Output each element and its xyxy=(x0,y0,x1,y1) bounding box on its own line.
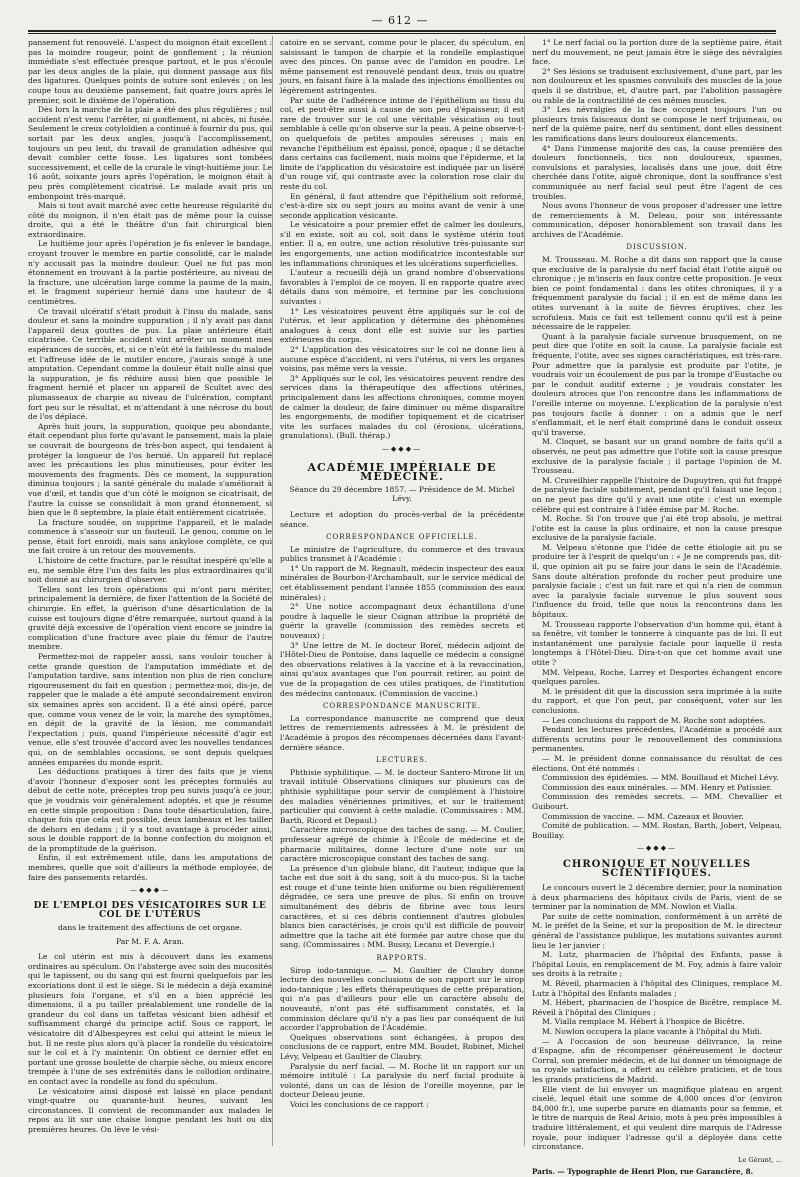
correspondance-officielle xyxy=(280,545,524,699)
paragraph: Les déductions pratiques à tirer des faits que je viens d'avoir l'honneur d'exposer sont les préceptes formulés au début de cette note, préceptes trop peu suivis jusqu'à ce jour, que je voudrais voir généralement adoptés, et que je résume en cette simple proposition : Dans toute désarticulation, faire, chaque fois que cela est possible, deux lambeaux et les tailler de dehors en dedans ; il y a tout avantage à procéder ainsi, sous le double rapport de la bonne confection du moignon et de la promptitude de la guérison. xyxy=(28,767,272,853)
paragraph: Caractère microscopique des taches de sang. — M. Coulier, professeur agrégé de chimie à l'École de médecine et de pharmacie militaires, donne lecture d'une note sur un caractère microscopique constant des taches de sang. xyxy=(280,825,524,864)
paragraph: 3° Une lettre de M. le docteur Boreï, médecin adjoint de l'Hôtel-Dieu de Pontoise, dans laquelle ce médecin a consigné des observations relatives à la vaccine et à la revaccination, ainsi qu'aux avantages que l'on pourrait retirer, au point de vue de la propagation de ces utiles pratiques, de l'institution des médecins cantonaux. (Commission de vaccine.) xyxy=(280,640,524,698)
col3-body xyxy=(532,38,782,239)
paragraph: Le concours ouvert le 2 décembre dernier, pour la nomination à deux pharmaciens des hôpitaux civils de Paris, vient de se terminer par la nomination de MM. Nowlon et Vialla. xyxy=(532,883,782,912)
paragraph: Le col utérin est mis à découvert dans les examens ordinaires au spéculum. On l'absterge avec soin des mucosités qui le tapissent, ou du sang qui est fourni quelquefois par les excoriations dont il est le siège. Si le médecin a déjà examiné plusieurs fois l'organe, et s'il en a bien apprécié les dimensions, il a pu tailler préalablement une rondelle de la grandeur du col dans un taffetas vésicant bien adhésif et suffisamment chargé du principe actif. Sous ce rapport, le vésicatoire dit d'Albespeyres est celui qui atteint le mieux le but. Il ne reste plus alors qu'à placer la rondelle du vésicatoire sur le col et à l'y maintenir. On obtient ce dernier effet en portant une grosse boulette de charpie sèche, ou mieux encore trempée à l'une de ses extrémités dans le collodion ordinaire, en contact avec la rondelle au fond du spéculum. xyxy=(28,952,272,1086)
paragraph: Voici les conclusions de ce rapport : xyxy=(290,1099,429,1109)
paragraph: Lecture et adoption du procès-verbal de la précédente séance. xyxy=(280,509,524,529)
signature: Le Gérant, ... xyxy=(737,1155,782,1164)
academy-title: ACADÉMIE IMPÉRIALE DE MÉDECINE. xyxy=(307,460,497,484)
paragraph: 4° Dans l'immense majorité des cas, la cause première des douleurs fonctionnels, tics non douloureux, spasmes, convulsions et paralysies, localisés dans une joue, doit être cherchée dans l'otite, aiguë chronique, dont la souffrance s'est communiquée au nerf facial seul peut être l'agent de ces troubles. xyxy=(532,143,782,201)
section-heading: CORRESPONDANCE MANUSCRITE. xyxy=(322,702,482,711)
paragraph: M. Nowlon occupera la place vacante à l'hôpital du Midi. xyxy=(542,1026,763,1036)
paragraph: MM. Velpeau, Roche, Larrey et Desportes échangent encore quelques paroles. xyxy=(532,667,782,687)
paragraph: — Les conclusions du rapport de M. Roche sont adoptées. xyxy=(542,715,766,725)
paragraph: M. Lutz, pharmacien de l'hôpital des Enfants, passe à l'hôpital Louis, en remplacement de M. Foy, admis à faire valoir ses droits à la retraite ; xyxy=(532,950,782,979)
column-2 xyxy=(280,38,524,1146)
col1-body xyxy=(28,38,272,882)
paragraph: Le huitième jour après l'opération je fis enlever le bandage, croyant trouver le membre en partie consolidé, car le malade n'y accusait pas la moindre douleur. Quel ne fut pas mon étonnement en trouvant à la partie postérieure, au niveau de la fracture, une ulcération large comme la paume de la main, et le fragment supérieur hernié dans une hauteur de 4 centimètres. xyxy=(28,239,272,307)
column-1 xyxy=(28,38,272,1146)
col2-body xyxy=(280,38,524,441)
paragraph: catoire en se servant, comme pour le placer, du spéculum, en saisissant le tampon de charpie et la rondelle emplastique avec des pinces. On panse avec de l'amidon en poudre. Le même pansement est renouvelé pendant deux, trois ou quatre jours, en faisant faire à la malade des injections émollientes ou légèrement astringentes. xyxy=(280,38,524,95)
paragraph: Ce travail ulcératif s'était produit à l'insu du malade, sans douleur et sans la moindre suppuration ; il n'y avait pas dans l'appareil deux gouttes de pus. La plaie antérieure était cicatrisée. Ce terrible accident vint arrêter un moment mes espérances de succès, et, si ce n'eût été la faiblesse du malade et l'affreuse idée de le mutiler encore, j'aurais songé à une amputation. Cependant comme la douleur était nulle ainsi que la suppuration, je fis réduire aussi bien que possible le fragment hernié et placer un appareil de Scultet avec des plumasseaux de charpie au niveau de l'ulcération, comptant fort peu sur le résultat, et m'attendant à une nécrose du bout de l'os déplacé. xyxy=(28,306,272,422)
paragraph: Le ministre de l'agriculture, du commerce et des travaux publics transmet à l'Académie : xyxy=(280,544,524,564)
paragraph: M. Réveil, pharmacien à l'hôpital des Cliniques, remplace M. Lutz à l'hôpital des Enfants malades ; xyxy=(532,979,782,998)
paragraph: Commission des remèdes secrets. — MM. Chevallier et Guibourt. xyxy=(532,792,782,811)
column-divider xyxy=(272,36,273,1146)
paragraph: 2° Une notice accompagnant deux échantillons d'une poudre à laquelle le sieur Csignan attribue la propriété de guérir la gravelle (commission des remèdes secrets et nouveaux) ; xyxy=(280,602,524,641)
paragraph: Par suite de l'adhérence intime de l'épithélium au tissu du col, et peut-être aussi à cause de son peu d'épaisseur, il est rare de trouver sur le col une véritable vésication ou tout semblable à celle qu'on observe sur la peau. A peine observe-t-on quelquefois de petites ampoules séreuses ; mais en revanche l'épithélium est épaissi, poncé, opaque ; il se détache dans certains cas facilement, mais moins que l'épiderme, et la limite de l'application du vésicatoire est indiquée par un liséré d'un rouge vif, qui contraste avec la coloration rose clair du reste du col. xyxy=(280,95,524,191)
chronique-title: CHRONIQUE ET NOUVELLES SCIENTIFIQUES. xyxy=(562,858,752,880)
paragraph: L'histoire de cette fracture, par le résultat inespéré qu'elle a eu, me semble être l'un des faits les plus extraordinaires qu'il soit donné au chirurgien d'observer. xyxy=(28,556,272,585)
paragraph: — M. le président donne connaissance du résultat de ces élections. Ont été nommés : xyxy=(532,753,782,773)
paragraph: Quant à la paralysie faciale survenue brusquement, on ne peut dire que l'otite en soit la cause. La paralysie faciale est fréquente, l'otite, avec ses signes caractéristiques, est très-rare. Pour admettre que la paralysie est produite par l'otite, je voudrais voir un écoulement de pus par la trompe d'Eustache ou par le conduit auditif externe ; je voudrais constater les douleurs atroces que l'on rencontre dans les inflammations de l'oreille interne ou moyenne. L'explication de la paralysie n'est pas toujours facile à donner : on a admis que le nerf s'enflammait, et le nerf était comprimé dans le conduit osseux qu'il traverse. xyxy=(532,331,782,437)
paragraph: 1° Un rapport de M. Regnault, médecin inspecteur des eaux minérales de Bourbon-l'Archambault, sur le service médical de cet établissement pendant l'année 1855 (commission des eaux minérales) ; xyxy=(280,563,524,602)
paragraph: Permettez-moi de rappeler aussi, sans vouloir toucher à cette grande question de l'amputation immédiate et de l'amputation tardive, sans intention non plus de rien conclure rigoureusement du fait en question ; permettez-moi, dis-je, de rappeler que le malade a été amputé secondairement environ six semaines après son accident. Il a été ainsi opéré, parce que, comme vous venez de le voir, la marche des symptômes, en dépit de la gravité de la lésion, me commandait l'expectation ; puis, quand l'impérieuse nécessité d'agir est venue, elle s'est trouvée d'accord avec les nouvelles tendances qui, on de semblables occasions, se sont depuis quelques années emparées du monde esprit. xyxy=(28,652,272,767)
separator-ornament: —◆◆◆— xyxy=(636,844,678,853)
paragraph: Elle vient de lui envoyer un magnifique plateau en argent ciselé, lequel était une somme de 4,000 onces d'or (environ 84,000 fr.), une superbe parure en diamants pour sa femme, et le titre de marquis de Real Arisio, mots à peu près impossibles à traduire littéralement, et qui veulent dire marquis de l'Adresse royale, pour indiquer l'adresse qu'il a déployée dans cette circonstance. xyxy=(532,1084,782,1152)
imprint: Paris. — Typographie de Henri Plon, rue Garancière, 8. xyxy=(532,1167,754,1177)
paragraph: — A l'occasion de son heureuse délivrance, la reine d'Espagne, afin de récompenser généreusement le docteur Corral, son premier médecin, et de lui donner un témoignage de sa royale satisfaction, a offert au célèbre praticien, et de tous les grands praticiens de Madrid. xyxy=(532,1036,782,1084)
paragraph: pansement fut renouvelé. L'aspect du moignon était excellent : pas la moindre rougeur, point de gonflement ; la réunion immédiate s'est effectuée presque partout, et le pus s'écoule par les deux angles de la plaie, qui donnent passage aux fils des ligatures. Quelques points de suture sont enlevés ; on les coupe tous au deuxième pansement, fait quatre jours après le premier, soit le dixième de l'opération. xyxy=(28,38,272,105)
paragraph: Par suite de cette nomination, conformément à un arrêté de M. le préfet de la Seine, et sur la proposition de M. le directeur général de l'assistance publique, les mutations suivantes auront lieu le 1er janvier : xyxy=(532,911,782,950)
paragraph: Le vésicatoire a pour premier effet de calmer les douleurs, s'il en existe, soit au col, soit dans le système utérin tout entier. Il a, en outre, une action résolutive très-puissante sur les engorgements, une action modificatrice incontestable sur les inflammations chroniques et les ulcérations superficielles. xyxy=(280,220,524,268)
page-number: — 612 — xyxy=(371,14,429,27)
paragraph: M. le président dit que la discussion sera imprimée à la suite du rapport, et que l'on peut, par conséquent, voter sur les conclusions. xyxy=(532,686,782,715)
paragraph: Quelques observations sont échangées, à propos des conclusions de ce rapport, entre MM. Boudet, Robinet, Michel Lévy, Velpeau et Gaultier de Claubry. xyxy=(280,1032,524,1061)
article-subtitle: dans le traitement des affections de cet organe. xyxy=(57,923,243,933)
paragraph: Enfin, il est extrêmement utile, dans les amputations de membres, quelle que soit d'ailleurs la méthode employée, de faire des pansements retardés. xyxy=(28,853,272,882)
paragraph: Après huit jours, la suppuration, quoique peu abondante, était cependant plus forte qu'avant le pansement, mais la plaie se couvrait de bourgeons de très-bon aspect, qui tendaient à protéger la longueur de l'os hernié. Un appareil fut replacé avec les précautions les plus minutieuses, pour éviter les mouvements des fragments. Dès ce moment, la suppuration diminua toujours ; la santé générale du malade s'améliorait à vue d'œil, et tandis que d'un côté le moignon se cicatrisait, de l'autre la cuisse se consolidait à mon grand étonnement, si bien que le 8 septembre, la plaie était entièrement cicatrisée. xyxy=(28,421,272,518)
paragraph: Commission des eaux minérales. — MM. Henry et Patissier. xyxy=(542,782,772,792)
paragraph: M. Vialla remplace M. Hébert à l'hospice de Bicêtre. xyxy=(542,1017,745,1027)
column-3 xyxy=(532,38,782,1177)
section-heading: DISCUSSION. xyxy=(626,243,688,252)
header-rule xyxy=(28,30,776,34)
column-divider xyxy=(524,36,525,1146)
paragraph: Telles sont les trois opérations qui m'ont paru mériter, principalement la dernière, de fixer l'attention de la Société de chirurgie. En effet, la guérison d'une désarticulation de la cuisse est toujours digne d'être remarquée, surtout quand à la gravité déjà excessive de l'opération vient encore se joindre la complication d'une fracture avec plaie du fémur de l'autre membre. xyxy=(28,584,272,652)
paragraph: M. Hébert, pharmacien de l'hospice de Bicêtre, remplace M. Réveil à l'hôpital des Cliniques ; xyxy=(532,998,782,1017)
paragraph: 3° Appliqués sur le col, les vésicatoires peuvent rendre des services dans la thérapeutique des affections utérines, principalement dans les affections chroniques, comme moyen de calmer la douleur, de faire diminuer ou même disparaître les engorgements, de modifier topiquement et de cicatriser vite les surfaces malades du col (érosions, ulcérations, granulations). (Bull. thérap.) xyxy=(280,373,524,441)
paragraph: 1° Le nerf facial ou la portion dure de la septième paire, était nerf du mouvement, ne peut jamais être le siège des névralgies face. xyxy=(532,38,782,67)
paragraph: La présence d'un globule blanc, dit l'auteur, indique que la tache est due soit à du sang, soit à du muco-pus. Si la tache est rouge et d'une teinte bien uniforme ou bien régulièrement dégradée, ce sera une preuve de plus. Si enfin on trouve simultanément des débris de fibrine avec tous leurs caractères, et si ces débris contiennent d'autres globules blancs bien caractérisés, je crois qu'il est difficile de pouvoir admettre que la tache ait été formée par autre chose que du sang. (Commissaires : MM. Bussy, Lecanu et Devergie.) xyxy=(280,863,524,950)
academy-session: Séance du 29 décembre 1857. — Présidence de M. Michel Lévy. xyxy=(289,484,515,504)
paragraph: Pendant les lectures précédentes, l'Académie a procédé aux différents scrutins pour le renouvellement des commissions permanentes. xyxy=(532,725,782,754)
paragraph: La correspondance manuscrite ne comprend que deux lettres de remerciements adressées à M. le président de l'Académie à propos des récompenses décernées dans l'avant-dernière séance. xyxy=(280,713,524,752)
chronique-body xyxy=(532,883,782,1152)
paragraph: Sirop iodo-tannique. — M. Gaultier de Claubry donne lecture des nouvelles conclusions de son rapport sur le sirop iodo-tannique ; les effets thérapeutiques de cette préparation, qui n'a pas d'ailleurs pour elle un caractère absolu de nouveauté, n'ont pas été suffisamment constatés, et la commission déclare qu'il n'y a pas lieu par conséquent de lui accorder l'approbation de l'Académie. xyxy=(280,965,524,1033)
paragraph: Nous avons l'honneur de vous proposer d'adresser une lettre de remerciements à M. Deleau, pour son intéressante communication, déposer honorablement son travail dans les archives de l'Académie. xyxy=(532,201,782,239)
article-byline: Par M. F. A. Aran. xyxy=(115,936,185,946)
paragraph: 1° Les vésicatoires peuvent être appliqués sur le col de l'utérus, et leur application y détermine des phénomènes analogues à ceux dont elle est suivie sur les parties extérieures du corps. xyxy=(280,306,524,345)
discussion xyxy=(532,255,782,840)
academy-body xyxy=(280,510,524,529)
paragraph: 3° Les névralgies de la face occupent toujours l'un ou plusieurs trois faisceaux dont se compose le nerf trijumeau, ou nerf de la quième paire, nerf du sentiment, dont elles dessinent les ramifications dans leurs douloureux élancements. xyxy=(532,105,782,143)
paragraph: La fracture soudée, on supprime l'appareil, et le malade commence à s'asseoir sur un fauteuil. Le genou, comme on le pense, était fort enroidi, mais sans ankylose complète, ce qui me fait croire à un retour des mouvements. xyxy=(28,517,272,556)
paragraph: En général, il faut attendre que l'épithélium soit reformé, c'est-à-dire six ou sept jours au moins avant de venir à une seconde application vésicante. xyxy=(280,191,524,220)
paragraph: Commission de vaccine. — MM. Cazeaux et Bouvier. xyxy=(542,811,744,821)
article-body xyxy=(28,952,272,1134)
correspondance-manuscrite xyxy=(280,714,524,752)
separator-ornament: —◆◆◆— xyxy=(381,444,423,453)
paragraph: M. Roche. Si l'on trouve que j'ai été trop absolu, je mettrai l'otite est la cause la plus ordinaire, et non la cause presque exclusive de la paralysie faciale. xyxy=(532,514,782,543)
section-heading: LECTURES. xyxy=(376,756,428,765)
paragraph: Comité de publication. — MM. Rostan, Barth, Jobert, Velpeau, Bouillay. xyxy=(532,821,782,840)
paragraph: Mais si tout avait marché avec cette heureuse régularité du côté du moignon, il n'en était pas de même pour la cuisse droite, qui a été le théâtre d'un fait chirurgical bien extraordinaire. xyxy=(28,201,272,239)
paragraph: M. Velpeau s'étonne que l'idée de cette étiologie ait pu se produire ter à l'esprit de quelqu'un : « Je ne comprends pas, dit-il, que opinion ait pu se faire jour dans le sein de l'Académie. Sans doute altération profonde du rocher peut produire une paralysie faciale ; c'est un fait rare et qui n'a rien de commun avec la paralysie faciale survenue le plus souvent sous l'influence du froid, telle que nous la rencontrons dans les hôpitaux. xyxy=(532,542,782,620)
paragraph: M. Cloquet, se basant sur un grand nombre de faits qu'il a observés, ne peut pas admettre que l'otite soit la cause presque exclusive de la paralysie faciale ; il partage l'opinion de M. Trousseau. xyxy=(532,437,782,476)
paragraph: M. Trousseau. M. Roche a dit dans son rapport que la cause que exclusive de la paralysie du nerf facial était l'otite aiguë ou chronique ; je m'inscris en faux contre cette proposition. Je veux bien ce point fondamental : dans les otites chroniques, il y a fréquemment paralysie du facial ; il en est de même dans les otites survenant à la suite de fièvres éruptives, chez les scrofuleux. Mais ce fait est tellement connu qu'il est à peine nécessaire de le rappeler. xyxy=(532,255,782,332)
section-heading: RAPPORTS. xyxy=(376,954,428,963)
section-heading: CORRESPONDANCE OFFICIELLE. xyxy=(326,533,478,542)
separator-ornament: —◆◆◆— xyxy=(129,886,171,895)
paragraph: Commission des épidémies. — MM. Bouillaud et Michel Lévy. xyxy=(542,773,779,783)
paragraph: M. Cruveilhier rappelle l'histoire de Dupuytren, qui fut frappé de paralysie faciale subitement, pendant qu'il faisait une leçon ; on ne peut pas dire qu'il y avait une otite : c'est un exemple célèbre qui est contraire à l'idée émise par M. Roche. xyxy=(532,475,782,514)
lectures xyxy=(280,768,524,950)
paragraph: Phthisie syphilitique. — M. le docteur Santero-Mirone lit un travail intitulé Observations cliniques sur plusieurs cas de phthisie syphilitique pour servir de complément à l'histoire des maladies vénériennes primitives, et sur le traitement particulier qui convient à cette maladie. (Commissaires : MM. Barth, Ricord et Depaul.) xyxy=(280,767,524,825)
rapports xyxy=(280,966,524,1110)
paragraph: M. Trousseau rapporte l'observation d'un homme qui, étant à sa fenêtre, vit tomber le tonnerre à cinquante pas de lui. Il eut instantanément une paralysie faciale pour laquelle il resta longtemps à l'Hôtel-Dieu. Dira-t-on que cet homme avait une otite ? xyxy=(532,619,782,667)
article-title: DE L'EMPLOI DES VÉSICATOIRES SUR LE COL DE L'UTÉRUS xyxy=(33,900,267,921)
paragraph: 2° Ses lésions se traduisent exclusivement, d'une part, par les non douloureux et les spasmes convulsifs des muscles de la joue quels il se distribue, et, d'autre part, par l'abolition passagère ou rable de la contractilité de ces mêmes muscles. xyxy=(532,66,782,105)
paragraph: Dès lors la marche de la plaie a été des plus régulières ; nul accident n'est venu l'arrêter, ni gonflement, ni abcès, ni fusée. Seulement le creux cotyloïdien a continué à fournir du pus, qui sortait par les deux angles, jusqu'à l'accomplissement, toujours un peu lent, du travail de granulation adhésive qui devait combler cette fosse. Les ligatures sont tombées successivement, et celle de la crurale le vingt-huitième jour. Le 16 août, soixante jours après l'opération, le moignon était à peu près complètement cicatrisé. Le malade avait pris un embonpoint très-marqué. xyxy=(28,105,272,201)
paragraph: 2° L'application des vésicatoires sur le col ne donne lieu à aucune espèce d'accident, ni vers l'utérus, ni vers les organes voisins, pas même vers la vessie. xyxy=(280,345,524,374)
paragraph: Paralysie du nerf facial. — M. Roche lit un rapport sur un mémoire intitulé : La paralysie du nerf facial produite à volonté, dans un cas de lésion de l'oreille moyenne, par le docteur Deleau jeune. xyxy=(280,1061,524,1100)
paragraph: Le vésicatoire ainsi disposé est laissé en place pendant vingt-quatre ou quarante-huit heures, suivant les circonstances. Il convient de recommander aux malades le repos au lit sur une chaise longue pendant les huit ou dix premières heures. On lève le vési- xyxy=(28,1086,272,1134)
paragraph: L'auteur a recueilli déjà un grand nombre d'observations favorables à l'emploi de ce moyen. Il en rapporte quatre avec détails dans son mémoire, et termine par les conclusions suivantes : xyxy=(280,268,524,307)
